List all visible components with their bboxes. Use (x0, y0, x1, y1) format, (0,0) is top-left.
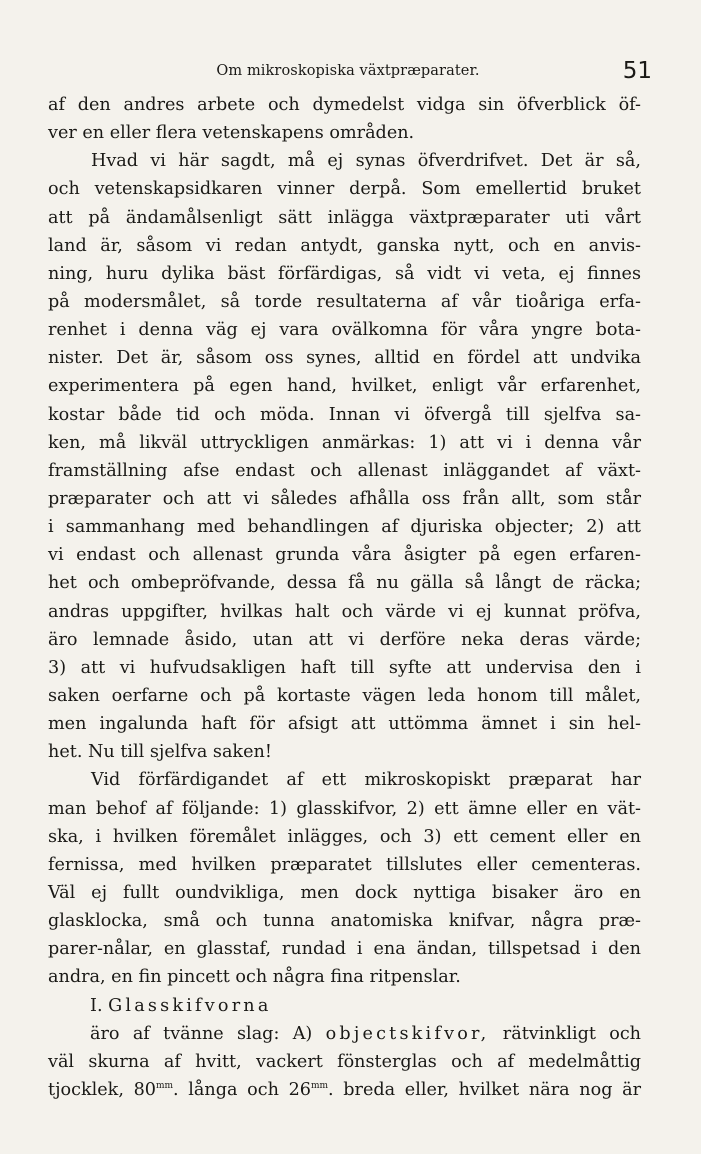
text-line: i sammanhang med behandlingen af djuriska objecter; 2) att (48, 517, 641, 538)
text-line: het och ombepröfvande, dessa få nu gälla så långt de räcka; (48, 573, 641, 594)
text-line: ning, huru dylika bäst förfärdigas, så vidt vi veta, ej finnes (48, 263, 641, 284)
text-line: men ingalunda haft för afsigt att uttömma ämnet i sin hel- (48, 714, 641, 735)
text-line: 3) att vi hufvudsakligen haft till syfte att undervisa den i (48, 657, 641, 678)
text-line: parer-nålar, en glasstaf, rundad i ena ändan, tillspetsad i den (48, 939, 641, 960)
text-line: land är, såsom vi redan antydt, ganska nytt, och en anvis- (48, 235, 641, 256)
closing-text: . långa och 26 (173, 1079, 311, 1100)
closing-text: äro af tvänne slag: A) (90, 1023, 313, 1044)
spaced-term: objectskifvor, (325, 1023, 490, 1044)
unit-superscript: mm (310, 1080, 329, 1091)
text-line (48, 1020, 641, 1048)
text-line: framställning afse endast och allenast inläggandet af växt- (48, 460, 641, 481)
section-heading (48, 992, 641, 1020)
text-line: ken, må likväl uttryckligen anmärkas: 1) att vi i denna vår (48, 432, 641, 453)
text-line: man behof af följande: 1) glasskifvor, 2) ett ämne eller en vät- (48, 798, 641, 819)
text-line: kostar både tid och möda. Innan vi öfvergå till sjelfva sa- (48, 404, 641, 425)
running-head (48, 58, 652, 88)
text-line: väl skurna af hvitt, vackert fönsterglas och af medelmåttig (48, 1051, 641, 1072)
text-line: andras uppgifter, hvilkas halt och värde vi ej kunnat pröfva, (48, 601, 641, 622)
text-line: Väl ej fullt oundvikliga, men dock nyttiga bisaker äro en (48, 882, 641, 903)
body-text (48, 91, 641, 1104)
text-line: renhet i denna väg ej vara ovälkomna för våra yngre bota- (48, 320, 641, 341)
text-line: Vid förfärdigandet af ett mikroskopiskt præparat har (91, 770, 641, 791)
text-line: vi endast och allenast grunda våra åsigter på egen erfaren- (48, 545, 641, 566)
text-line: och vetenskapsidkaren vinner derpå. Som emellertid bruket (48, 179, 641, 200)
text-line: att på ändamålsenligt sätt inlägga växtpræparater uti vårt (48, 207, 641, 228)
closing-text: rätvinkligt och (502, 1023, 642, 1044)
page-number: 51 (622, 58, 652, 84)
text-line: andra, en fin pincett och några fina ritpenslar. (48, 967, 461, 988)
text-line: Hvad vi här sagdt, må ej synas öfverdrifvet. Det är så, (91, 151, 641, 172)
text-line: glasklocka, små och tunna anatomiska knifvar, några præ- (48, 911, 641, 932)
section-numeral: I. (90, 995, 103, 1016)
text-line: nister. Det är, såsom oss synes, alltid en fördel att undvika (48, 348, 641, 369)
text-line: præparater och att vi således afhålla oss från allt, som står (48, 488, 641, 509)
running-title: Om mikroskopiska växtpræparater. (216, 63, 480, 79)
section-title: Glasskifvorna (108, 995, 272, 1016)
text-line: het. Nu till sjelfva saken! (48, 742, 272, 763)
text-line: af den andres arbete och dymedelst vidga sin öfverblick öf- (48, 95, 641, 115)
text-line: på modersmålet, så torde resultaterna af vår tioåriga erfa- (48, 291, 641, 312)
text-line: ver en eller flera vetenskapens områden. (48, 123, 415, 144)
text-line: fernissa, med hvilken præparatet tillslutes eller cementeras. (48, 854, 641, 875)
text-line: ska, i hvilken föremålet inlägges, och 3) ett cement eller en (48, 826, 641, 847)
text-line: saken oerfarne och på kortaste vägen leda honom till målet, (48, 685, 641, 706)
text-line: äro lemnade åsido, utan att vi derföre neka deras värde; (48, 629, 641, 650)
closing-text: tjocklek, 80 (48, 1079, 156, 1100)
closing-text: . breda eller, hvilket nära nog är (328, 1079, 642, 1100)
text-line (48, 1076, 641, 1104)
unit-superscript: mm (155, 1080, 174, 1091)
text-line: experimentera på egen hand, hvilket, enligt vår erfarenhet, (48, 376, 641, 397)
